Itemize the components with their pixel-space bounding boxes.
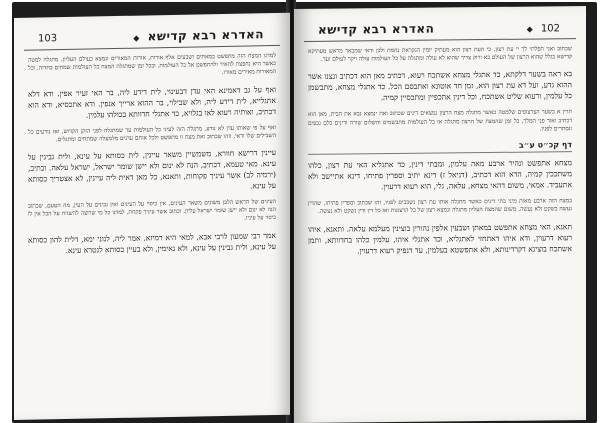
diamond-icon: ◆	[133, 33, 140, 43]
left-para-4: העינים של הראש הלבן משונים משאר העינים, אין כיסוי על העינים ואין גבינים על העין, מה הטעם, שכתוב הנה לא ינום ולא יישן שומר ישראל עליון. וכתוב אשר עיניך פקחת, למדנו כל מי שרוצה להשגיח על הכל אין לו כיסוי על עיניו.	[28, 198, 276, 223]
right-page-header	[304, 16, 576, 42]
right-para-3: מצחא אתפשט ונהיר ארבע מאה עלמין, ומבתי דינין, כד אתגליא האי עת רצון, כלהו משתככין קמיה, הדא הוא דכתיב, (דניאל ז) דינא יתיב וספרין פתיחו, דינא אתיישב ולא אתעביד. אמאי, משום דהאי מצחא, עלאה, גלי, הוא רעוא דרעוין.	[308, 158, 572, 192]
right-para-4: במצח הזה ארבע מאות מיני בתי דינים כאשר מתגלה אותו עת רצון נשככים לפניו, זהו שכתוב וספרין פתיחו, שהדין נעשה בשקט ולא נעשה, משום שהמצח העליון מתגלה ונמצא רצון של כל הרצונות ואז כל דין ודין נשקט ולא נעשה.	[308, 198, 572, 216]
left-page	[14, 13, 290, 420]
left-page-header	[24, 23, 280, 51]
right-page-number: 102	[540, 23, 560, 35]
daf-heading: דף קכ״ט ע״ב	[308, 140, 572, 155]
right-page-title: האדרא רבא קדישא	[318, 21, 435, 37]
right-para-2: תרין א בשער הצרצופים שלמטה כאשר מתגלה מצח הרצון נמצאים דינים שכתוב ואת ינמצא נבא את הבית, מאן הוא דכתיב ואור פני המלך, כל זמן שהמצח של הרצון מתגלה אז כל העולמות מתבשמים והשלום שורה ודינים כלם נכפים ונסתרים לפניו.	[308, 109, 572, 133]
right-page-body	[294, 45, 586, 257]
right-para-5: תאנא, האי מצחא אתפשט במאתן ושבעין אלפין נהורין בוצינין מעלמא עלאה. ותאנא, איהו רעוא דרעוין, ודא איהו דאתחזי לאתגליא, וכד אתגלי איהו, עלמין כלהו בחדוותא, ותמן אשתכח בוצינא דקרדינותא, ולא אתפשטא בעלמין, עד דנפיק רעוא דרעוין.	[308, 221, 572, 256]
left-para-5: אמר רבי שמעון לרבי אבא, למאי היא רמיזא. אמר ליה, לנוני ימא, דלית להון כסותא על עינא, ולית גבינין על עינא, ולא נאימין, ולא בעיין כסותא לנטרא עינא.	[28, 230, 276, 255]
diamond-icon: ◆	[526, 24, 533, 34]
right-intro: שכתוב ואני תפלתי לך יי עת רצון. כי העת רצון הוא מעתיק יומין הנקראת נחמת ולכן ודאי שמבאר מראש מעתיקא קדישא בגלל שהוא הרצון של העולם בא ורוק צריך שהוא לא עולה ומתגלה על כל העולמות עולה ויקר לעולם ועד.	[308, 46, 572, 63]
left-intro: למדנו המצח הזה מתפשט במאתים ושבעים אלף אורות, אורות המאורים ונמצא בעולם העליון. מתגלה למטה כאשר היא נחפצת להאיר ולהתפשט אל כל העולמות, ובכל זמן שמתגלה המצח כל העולמות שמחים בחדוה, וכל המאורות מאירים מאורו.	[28, 52, 276, 77]
left-para-1: ואף על גב דאמינא האי עדן דבעינוי, לית דידע ליה, בר האי זעיר אפין. ודא דלא אתגלייא, לית דידע ליה, ולא שבילוי, בר ההוא ארייך אנפין. ודא אתכסיא, ודא הוא דכתיב, ואותיה רעוא לאו בגלויא, כד אתגלי חדוותא בכולהו עלמין.	[28, 84, 276, 120]
left-para-3: עיינין דרישא חוורא, משמשיין משאר עיינין, לית כסותא על עינא, ולית גבינין על עינא. מאי טעמא, דכתיב, הנה לא ינום ולא יישן שומר ישראל, ישראל עלאה. וכתיב, (ירמיה לב) אשר עיניך פקוחות, ותאנא, כל מאן דאית ליה עיינין, לא אצטריך כסותא על עינא.	[28, 147, 276, 191]
right-page	[294, 6, 586, 423]
left-page-title: האדרא רבא קדישא	[147, 27, 264, 44]
left-page-number: 103	[38, 32, 58, 45]
left-para-2: ואף על פי שאותו עדן לא נודע, מתגלה הזה לעיני כל העולמות עד שמתגלה לפני הזקן הקדוש, ואז נודעים כל השבילים שלו ודאי, וזהו שכתוב ואת מצח זו מתפשט ולכל אותם עדנים מלמעלה שמתחים ומתגלים.	[28, 124, 276, 144]
left-page-body	[14, 52, 290, 257]
right-para-1: בא ראה בשער דלקתא, כד אתגלי מצחא אשתכח רעוא, דכתיב מאן הוא דכתיב ונצנו אשר ההוא גדע, ועל דא עת רצון הוא, זמן חד אוטונא ואתבסם הכל. כד אתגלי מצחא, מתבשמן כל עלמין, ורעוא שליט אשתכח, וכל דינין אתכפיין ומתכסיין קמיה.	[308, 69, 572, 103]
